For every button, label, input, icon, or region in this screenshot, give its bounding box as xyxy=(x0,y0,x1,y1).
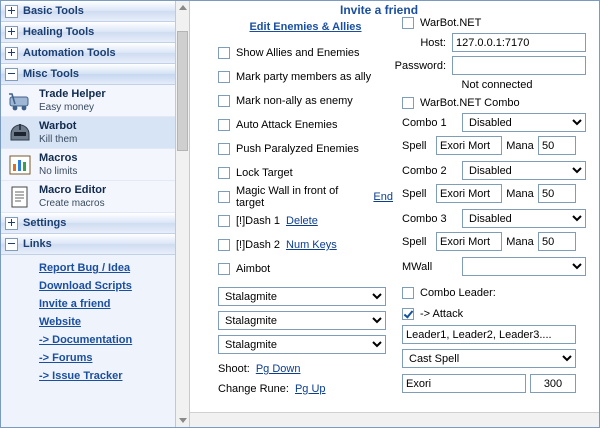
mwall-row xyxy=(402,257,592,276)
hotkey-link-dash-2[interactable]: Num Keys xyxy=(286,239,337,251)
host-row xyxy=(402,33,592,52)
combo-2-mode-select[interactable] xyxy=(462,161,586,180)
combo-1-spell-input[interactable] xyxy=(436,136,502,155)
sidebar-link-report-bug[interactable]: Report Bug / Idea xyxy=(39,262,131,274)
checkbox-row-mark-party-members-as-ally[interactable] xyxy=(218,65,393,89)
sidebar-link-invite-a-friend[interactable]: Invite a friend xyxy=(39,298,111,310)
sidebar-link-documentation[interactable]: -> Documentation xyxy=(39,334,133,346)
checkbox-icon[interactable] xyxy=(218,47,230,59)
checkbox-row-show-allies-and-enemies[interactable] xyxy=(218,41,393,65)
rune-select-1[interactable] xyxy=(218,287,386,306)
shoot-hotkey-row xyxy=(218,359,393,379)
checkbox-row-warbot-net-combo[interactable] xyxy=(402,97,592,109)
change-rune-label: Change Rune: xyxy=(218,383,289,395)
spell-delay-row xyxy=(402,374,592,393)
password-label: Password: xyxy=(394,59,446,72)
warbot-net-panel xyxy=(394,17,592,393)
change-rune-hotkey-link[interactable]: Pg Up xyxy=(294,383,326,395)
leaders-input[interactable] xyxy=(402,325,576,344)
mwall-select[interactable] xyxy=(462,257,586,276)
combo-2-spell-input[interactable] xyxy=(436,184,502,203)
sidebar-link-download-scripts[interactable]: Download Scripts xyxy=(39,280,132,292)
sidebar-group-label: Misc Tools xyxy=(23,68,80,80)
cart-icon xyxy=(7,88,33,114)
page-title: Invite a friend xyxy=(340,3,419,17)
checkbox-label: [!]Dash 1 xyxy=(236,215,281,227)
checkbox-label: [!]Dash 2 xyxy=(236,239,281,251)
sidebar-item-title: Macro Editor xyxy=(39,183,107,196)
checkbox-icon[interactable] xyxy=(218,239,230,251)
document-icon xyxy=(7,184,33,210)
combo-2-row xyxy=(402,161,592,180)
combo-2-spell-row xyxy=(402,184,592,203)
sidebar-item-macros[interactable] xyxy=(1,149,175,181)
checkbox-icon[interactable] xyxy=(218,95,230,107)
combo-2-label: Combo 2 xyxy=(402,164,447,177)
combo-1-label: Combo 1 xyxy=(402,116,447,129)
password-input[interactable] xyxy=(452,56,586,75)
sidebar-item-title: Macros xyxy=(39,151,78,164)
collapse-icon[interactable] xyxy=(5,68,18,81)
hotkey-link-dash-1[interactable]: Delete xyxy=(286,215,318,227)
sidebar-item-macro-editor[interactable] xyxy=(1,181,175,213)
sidebar-item-trade-helper[interactable] xyxy=(1,85,175,117)
sidebar-link-issue-tracker[interactable]: -> Issue Tracker xyxy=(39,370,123,382)
combo-2-mana-input[interactable] xyxy=(538,184,576,203)
sidebar-item-subtitle: Easy money xyxy=(39,101,95,113)
checkbox-icon[interactable] xyxy=(402,308,414,320)
checkbox-icon[interactable] xyxy=(218,263,230,275)
collapse-icon[interactable] xyxy=(5,238,18,251)
combo-1-spell-label: Spell xyxy=(402,139,427,152)
checkbox-icon[interactable] xyxy=(218,191,230,203)
sidebar-group-basic-tools[interactable] xyxy=(1,1,175,22)
combo-3-mana-input[interactable] xyxy=(538,232,576,251)
checkbox-row-combo-leader[interactable] xyxy=(402,283,592,303)
sidebar-item-subtitle: No limits xyxy=(39,165,78,177)
cast-spell-select[interactable] xyxy=(402,349,576,368)
scroll-down-icon[interactable] xyxy=(179,418,187,423)
combo-3-mana-label: Mana xyxy=(506,235,534,248)
combo-1-mana-label: Mana xyxy=(506,139,534,152)
sidebar-group-links[interactable] xyxy=(1,234,175,255)
checkbox-label: WarBot.NET xyxy=(420,17,482,29)
checkbox-label: Mark party members as ally xyxy=(236,71,372,83)
expand-icon[interactable] xyxy=(5,217,18,230)
checkbox-icon[interactable] xyxy=(218,167,230,179)
combo-3-mode-select[interactable] xyxy=(462,209,586,228)
spell-delay-input[interactable] xyxy=(530,374,576,393)
checkbox-label: Combo Leader: xyxy=(420,287,496,299)
chart-icon xyxy=(7,152,33,178)
sidebar-group-misc-tools[interactable] xyxy=(1,64,175,85)
sidebar-item-warbot[interactable] xyxy=(1,117,175,149)
horizontal-scrollbar[interactable] xyxy=(190,412,599,427)
sidebar-group-label: Links xyxy=(23,238,52,250)
scroll-up-icon[interactable] xyxy=(179,5,187,10)
sidebar-item-title: Trade Helper xyxy=(39,87,106,100)
checkbox-label: Push Paralyzed Enemies xyxy=(236,143,359,155)
checkbox-label: Aimbot xyxy=(236,263,271,275)
hotkey-link-magic-wall[interactable]: End xyxy=(373,191,393,203)
sidebar-group-label: Healing Tools xyxy=(23,26,95,38)
checkbox-label: Show Allies and Enemies xyxy=(236,47,360,59)
checkbox-row-dash-2[interactable] xyxy=(218,233,393,257)
password-row xyxy=(394,56,592,75)
section-title-enemies-allies: Edit Enemies & Allies xyxy=(249,21,362,33)
sidebar-group-settings[interactable] xyxy=(1,213,175,234)
checkbox-icon[interactable] xyxy=(218,71,230,83)
connection-status: Not connected xyxy=(461,79,533,91)
sidebar-link-website[interactable]: Website xyxy=(39,316,81,328)
checkbox-icon[interactable] xyxy=(402,17,414,29)
combo-1-spell-row xyxy=(402,136,592,155)
checkbox-row-auto-attack-enemies[interactable] xyxy=(218,113,393,137)
combo-1-mana-input[interactable] xyxy=(538,136,576,155)
combo-1-mode-select[interactable] xyxy=(462,113,586,132)
checkbox-icon[interactable] xyxy=(218,215,230,227)
expand-icon[interactable] xyxy=(5,5,18,18)
sidebar-item-subtitle: Create macros xyxy=(39,197,105,209)
rune-select-2[interactable] xyxy=(218,311,386,330)
checkbox-row-attack[interactable] xyxy=(402,303,592,325)
sidebar xyxy=(1,1,176,427)
combo-3-spell-input[interactable] xyxy=(436,232,502,251)
change-rune-hotkey-row xyxy=(218,379,393,399)
sidebar-group-healing-tools[interactable] xyxy=(1,22,175,43)
checkbox-icon[interactable] xyxy=(218,143,230,155)
checkbox-label: Lock Target xyxy=(236,167,293,179)
checkbox-row-lock-target[interactable] xyxy=(218,161,393,185)
sidebar-group-label: Automation Tools xyxy=(23,47,116,59)
checkbox-row-dash-1[interactable] xyxy=(218,209,393,233)
shoot-label: Shoot: xyxy=(218,363,250,375)
checkbox-label: Magic Wall in front of target xyxy=(236,185,339,209)
checkbox-icon[interactable] xyxy=(402,287,414,299)
sidebar-item-title: Warbot xyxy=(39,119,77,132)
combo-2-spell-label: Spell xyxy=(402,187,427,200)
expand-icon[interactable] xyxy=(5,26,18,39)
main-content xyxy=(190,1,599,427)
spell-name-input[interactable] xyxy=(402,374,526,393)
checkbox-label: Mark non-ally as enemy xyxy=(236,95,353,107)
combo-2-mana-label: Mana xyxy=(506,187,534,200)
combo-3-row xyxy=(402,209,592,228)
checkbox-label: -> Attack xyxy=(420,308,464,320)
sidebar-links xyxy=(1,255,175,385)
expand-icon[interactable] xyxy=(5,47,18,60)
helmet-icon xyxy=(7,120,33,146)
combo-1-row xyxy=(402,113,592,132)
combo-3-spell-label: Spell xyxy=(402,235,427,248)
scrollbar-thumb[interactable] xyxy=(177,31,188,151)
checkbox-icon[interactable] xyxy=(402,97,414,109)
checkbox-row-magic-wall-in-front-of-target[interactable] xyxy=(218,185,393,209)
combo-3-spell-row xyxy=(402,232,592,251)
sidebar-link-forums[interactable]: -> Forums xyxy=(39,352,93,364)
combo-3-label: Combo 3 xyxy=(402,212,447,225)
sidebar-group-automation-tools[interactable] xyxy=(1,43,175,64)
checkbox-row-mark-non-ally-as-enemy[interactable] xyxy=(218,89,393,113)
enemies-allies-panel xyxy=(218,21,393,399)
mwall-label: MWall xyxy=(402,260,433,273)
sidebar-group-label: Settings xyxy=(23,217,67,229)
checkbox-row-warbot-net[interactable] xyxy=(402,17,592,29)
checkbox-icon[interactable] xyxy=(218,119,230,131)
checkbox-label: Auto Attack Enemies xyxy=(236,119,338,131)
rune-select-3[interactable] xyxy=(218,335,386,354)
shoot-hotkey-link[interactable]: Pg Down xyxy=(255,363,301,375)
sidebar-item-subtitle: Kill them xyxy=(39,133,78,145)
checkbox-row-aimbot[interactable] xyxy=(218,257,393,281)
host-label: Host: xyxy=(420,36,446,49)
checkbox-label: WarBot.NET Combo xyxy=(420,97,520,109)
content-vertical-scrollbar[interactable] xyxy=(176,1,190,427)
host-input[interactable] xyxy=(452,33,586,52)
checkbox-row-push-paralyzed-enemies[interactable] xyxy=(218,137,393,161)
sidebar-group-label: Basic Tools xyxy=(23,5,84,17)
